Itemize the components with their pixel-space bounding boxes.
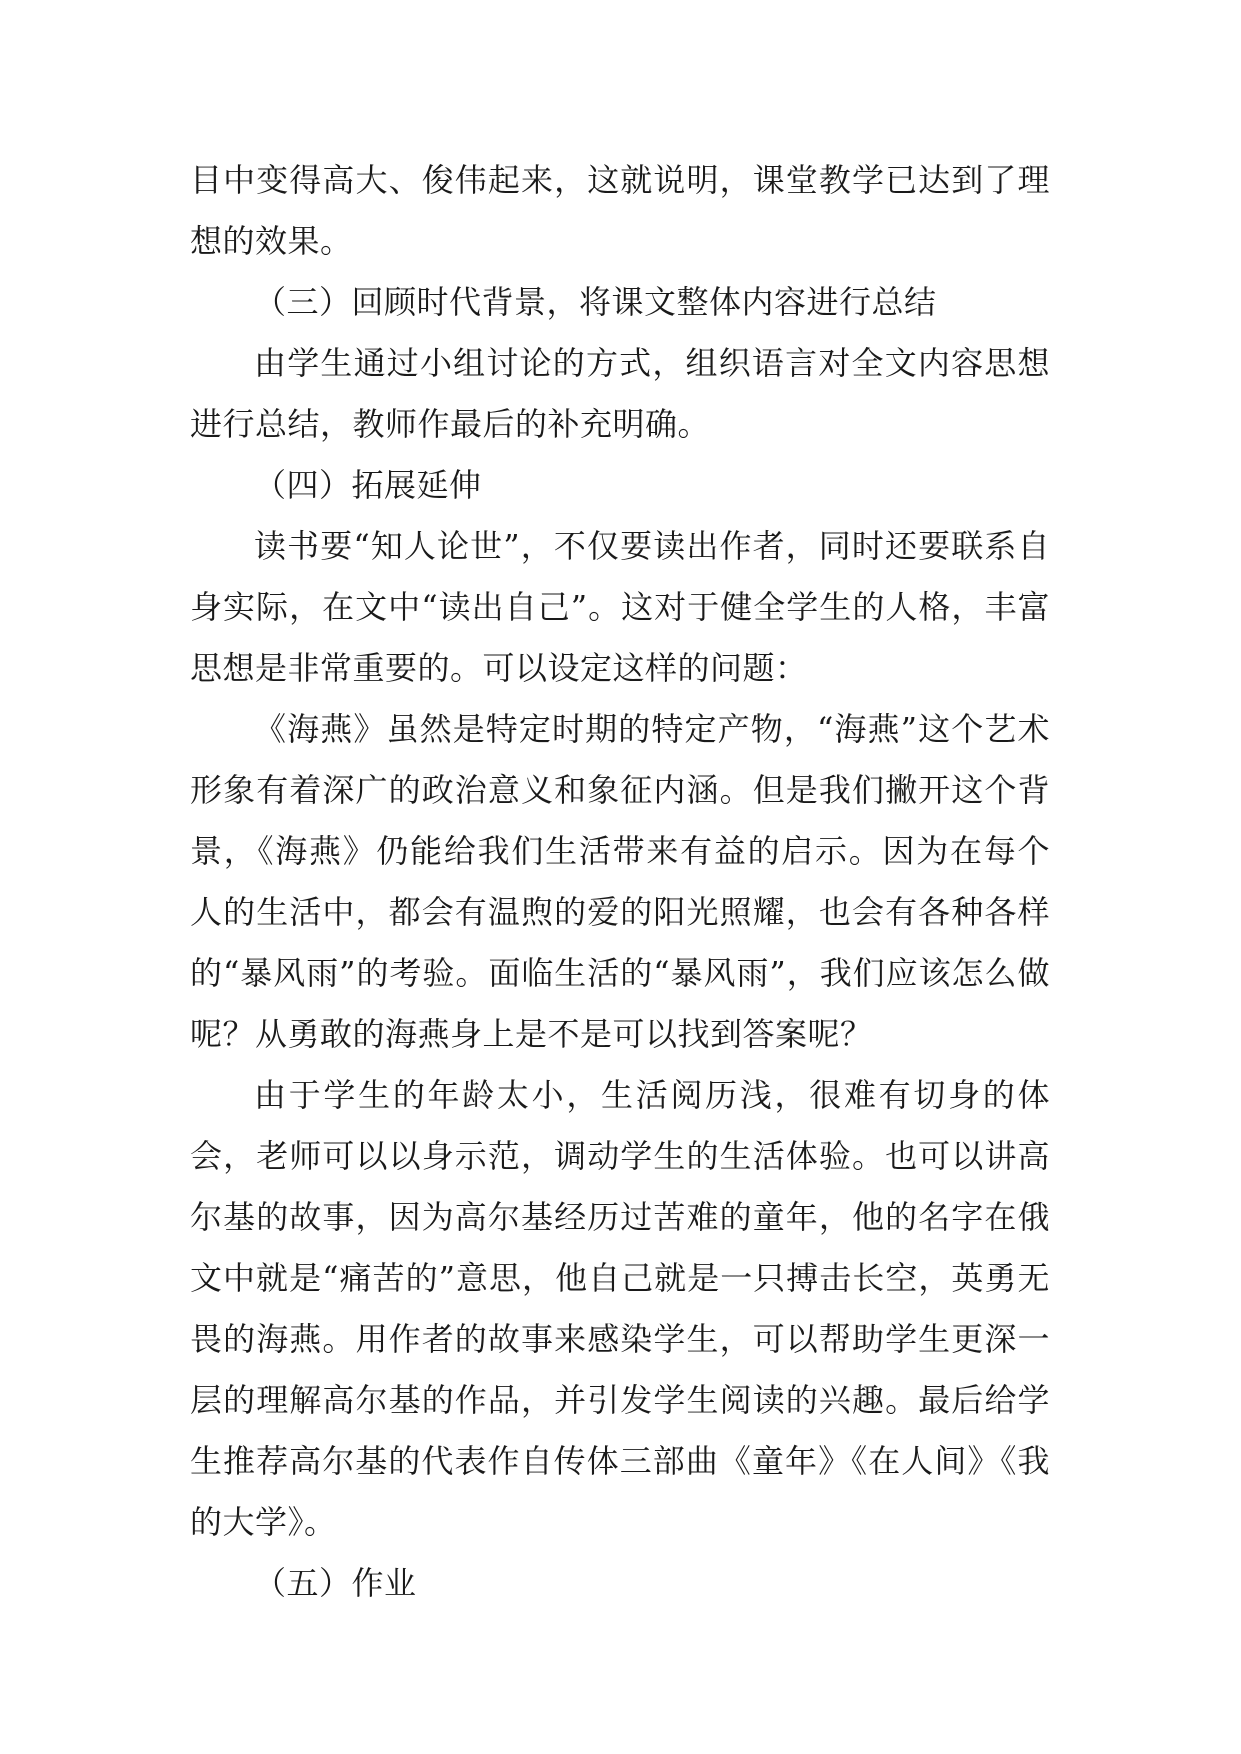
section-heading-4: （四）拓展延伸 xyxy=(254,466,482,504)
section-heading-3: （三）回顾时代背景，将课文整体内容进行总结 xyxy=(254,283,937,321)
paragraph-summary: 由学生通过小组讨论的方式，组织语言对全文内容思想进行总结，教师作最后的补充明确。 xyxy=(190,344,1050,443)
document-body xyxy=(190,150,1050,1614)
paragraph-continuation: 目中变得高大、俊伟起来，这就说明，课堂教学已达到了理想的效果。 xyxy=(190,161,1050,260)
paragraph-reading: 读书要“知人论世”，不仅要读出作者，同时还要联系自身实际，在文中“读出自己”。这对于健全学生的人格，丰富思想是非常重要的。可以设定这样的问题： xyxy=(190,527,1050,687)
paragraph-haiyan: 《海燕》虽然是特定时期的特定产物，“海燕”这个艺术形象有着深广的政治意义和象征内涵。但是我们撇开这个背景，《海燕》仍能给我们生活带来有益的启示。因为在每个人的生活中，都会有温煦的爱的阳光照耀，也会有各种各样的“暴风雨”的考验。面临生活的“暴风雨”，我们应该怎么做呢？从勇敢的海燕身上是不是可以找到答案呢？ xyxy=(190,710,1050,1053)
paragraph-gorky: 由于学生的年龄太小，生活阅历浅，很难有切身的体会，老师可以以身示范，调动学生的生活体验。也可以讲高尔基的故事，因为高尔基经历过苦难的童年，他的名字在俄文中就是“痛苦的”意思，他自己就是一只搏击长空，英勇无畏的海燕。用作者的故事来感染学生，可以帮助学生更深一层的理解高尔基的作品，并引发学生阅读的兴趣。最后给学生推荐高尔基的代表作自传体三部曲《童年》《在人间》《我的大学》。 xyxy=(190,1076,1050,1541)
section-heading-5: （五）作业 xyxy=(254,1564,417,1602)
